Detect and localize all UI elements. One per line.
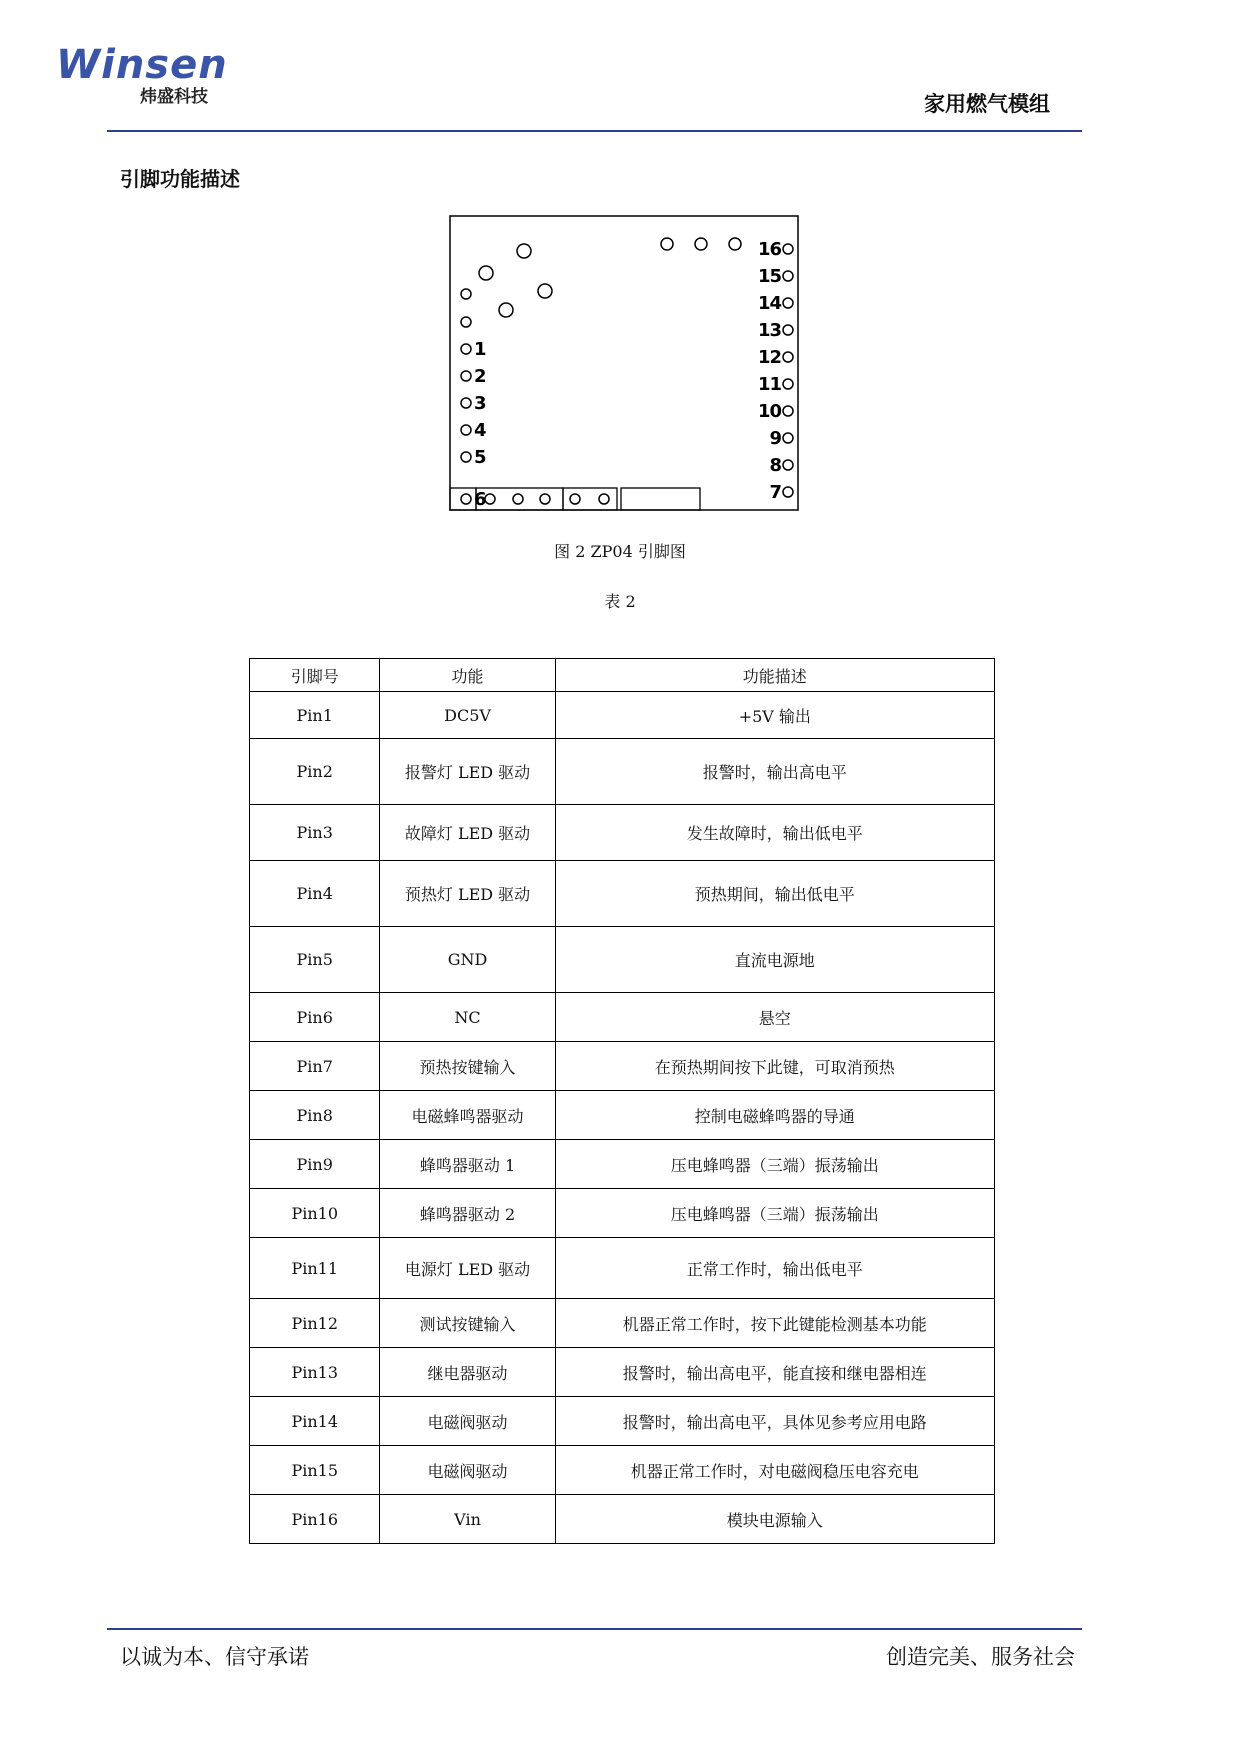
function-cell: 电磁阀驱动 (380, 1446, 555, 1495)
logo-wordmark: Winsen (56, 42, 228, 88)
pin-hole (461, 425, 471, 435)
pin-number-label: 16 (757, 239, 781, 260)
pin-hole (783, 487, 793, 497)
pin-number-label: 12 (757, 347, 781, 368)
pin-hole (461, 398, 471, 408)
pin-cell: Pin4 (250, 861, 380, 927)
pin-cell: Pin5 (250, 927, 380, 993)
pin-number-label: 15 (757, 266, 781, 287)
pin-number-label: 5 (474, 447, 486, 468)
bottom-connectors (450, 488, 700, 510)
function-cell: 电源灯 LED 驱动 (380, 1238, 555, 1299)
table-row (250, 1042, 995, 1091)
table-row (250, 1397, 995, 1446)
pin-number-label: 3 (474, 393, 486, 414)
pin-cell: Pin16 (250, 1495, 380, 1544)
table-row (250, 993, 995, 1042)
pin-cell: Pin2 (250, 739, 380, 805)
pin-hole (783, 433, 793, 443)
function-cell: 电磁蜂鸣器驱动 (380, 1091, 555, 1140)
mounting-hole (479, 266, 493, 280)
pin-cell: Pin13 (250, 1348, 380, 1397)
pin-hole (783, 379, 793, 389)
pin-cell: Pin1 (250, 692, 380, 739)
description-cell: 压电蜂鸣器（三端）振荡输出 (555, 1140, 994, 1189)
pin-labels (474, 239, 781, 510)
function-cell: 报警灯 LED 驱动 (380, 739, 555, 805)
table-row (250, 927, 995, 993)
pin-cell: Pin7 (250, 1042, 380, 1091)
description-cell: 在预热期间按下此键，可取消预热 (555, 1042, 994, 1091)
footer-slogan-left: 以诚为本、信守承诺 (120, 1645, 309, 1669)
description-cell: +5V 输出 (555, 692, 994, 739)
function-cell: 故障灯 LED 驱动 (380, 805, 555, 861)
description-cell: 发生故障时，输出低电平 (555, 805, 994, 861)
pin-cell: Pin10 (250, 1189, 380, 1238)
mounting-hole (461, 289, 471, 299)
pin-hole (461, 452, 471, 462)
function-cell: 测试按键输入 (380, 1299, 555, 1348)
mounting-hole (661, 238, 673, 250)
description-cell: 报警时，输出高电平，具体见参考应用电路 (555, 1397, 994, 1446)
pin-number-label: 8 (769, 455, 781, 476)
pin-cell: Pin3 (250, 805, 380, 861)
table-row (250, 739, 995, 805)
table-row (250, 805, 995, 861)
pin-function-table (249, 658, 995, 1544)
function-cell: 电磁阀驱动 (380, 1397, 555, 1446)
pin-hole (540, 494, 550, 504)
pin-cell: Pin12 (250, 1299, 380, 1348)
description-cell: 控制电磁蜂鸣器的导通 (555, 1091, 994, 1140)
pin-hole (783, 244, 793, 254)
pin-diagram (449, 215, 799, 511)
pin-hole (513, 494, 523, 504)
pin-holes (461, 238, 793, 504)
mounting-hole (695, 238, 707, 250)
mounting-hole (517, 244, 531, 258)
pin-number-label: 11 (757, 374, 781, 395)
figure-caption: 图 2 ZP04 引脚图 (554, 542, 686, 561)
pin-number-label: 9 (769, 428, 781, 449)
pin-number-label: 7 (769, 482, 781, 503)
section-title: 引脚功能描述 (120, 167, 240, 191)
footer-rule (107, 1628, 1082, 1630)
table-row (250, 861, 995, 927)
description-cell: 报警时，输出高电平 (555, 739, 994, 805)
logo-subtitle: 炜盛科技 (140, 87, 208, 107)
description-cell: 预热期间，输出低电平 (555, 861, 994, 927)
function-cell: 预热按键输入 (380, 1042, 555, 1091)
description-cell: 压电蜂鸣器（三端）振荡输出 (555, 1189, 994, 1238)
pin-hole (783, 298, 793, 308)
description-cell: 报警时，输出高电平，能直接和继电器相连 (555, 1348, 994, 1397)
header-function: 功能 (380, 659, 555, 692)
header-pin-number: 引脚号 (250, 659, 380, 692)
pin-hole (783, 271, 793, 281)
table-row (250, 1495, 995, 1544)
function-cell: GND (380, 927, 555, 993)
description-cell: 机器正常工作时，按下此键能检测基本功能 (555, 1299, 994, 1348)
description-cell: 正常工作时，输出低电平 (555, 1238, 994, 1299)
table-row (250, 1189, 995, 1238)
function-cell: 预热灯 LED 驱动 (380, 861, 555, 927)
table-row (250, 1140, 995, 1189)
pin-hole (485, 494, 495, 504)
module-outline (450, 216, 798, 510)
pin-number-label: 1 (474, 339, 486, 360)
table-row (250, 1348, 995, 1397)
table-body (250, 692, 995, 1544)
pin-number-label: 10 (757, 401, 781, 422)
document-header-title: 家用燃气模组 (924, 92, 1050, 116)
table-row (250, 692, 995, 739)
pin-cell: Pin6 (250, 993, 380, 1042)
footer-slogan-right: 创造完美、服务社会 (886, 1645, 1075, 1669)
table-row (250, 1238, 995, 1299)
pin-cell: Pin14 (250, 1397, 380, 1446)
pin-cell: Pin8 (250, 1091, 380, 1140)
pin-hole (783, 352, 793, 362)
mounting-hole (729, 238, 741, 250)
table-row (250, 1299, 995, 1348)
pin-hole (599, 494, 609, 504)
pin-cell: Pin11 (250, 1238, 380, 1299)
function-cell: 蜂鸣器驱动 2 (380, 1189, 555, 1238)
table-row (250, 1446, 995, 1495)
table-caption: 表 2 (604, 592, 636, 611)
table-row (250, 1091, 995, 1140)
pin-number-label: 6 (474, 489, 486, 510)
function-cell: DC5V (380, 692, 555, 739)
pin-number-label: 13 (757, 320, 781, 341)
pin-cell: Pin9 (250, 1140, 380, 1189)
header-rule (107, 130, 1082, 132)
function-cell: 继电器驱动 (380, 1348, 555, 1397)
pin-hole (461, 494, 471, 504)
function-cell: NC (380, 993, 555, 1042)
pin-number-label: 14 (757, 293, 781, 314)
header-description: 功能描述 (555, 659, 994, 692)
table-header-row (250, 659, 995, 692)
function-cell: Vin (380, 1495, 555, 1544)
pin-number-label: 2 (474, 366, 486, 387)
mounting-hole (538, 284, 552, 298)
pin-hole (783, 460, 793, 470)
pin-hole (570, 494, 580, 504)
pin-cell: Pin15 (250, 1446, 380, 1495)
description-cell: 机器正常工作时，对电磁阀稳压电容充电 (555, 1446, 994, 1495)
pin-number-label: 4 (474, 420, 486, 441)
description-cell: 模块电源输入 (555, 1495, 994, 1544)
pin-hole (783, 406, 793, 416)
description-cell: 悬空 (555, 993, 994, 1042)
pin-hole (461, 344, 471, 354)
mounting-hole (499, 303, 513, 317)
winsen-logo (56, 42, 236, 112)
pin-hole (461, 371, 471, 381)
mounting-hole (461, 317, 471, 327)
description-cell: 直流电源地 (555, 927, 994, 993)
function-cell: 蜂鸣器驱动 1 (380, 1140, 555, 1189)
pin-hole (783, 325, 793, 335)
